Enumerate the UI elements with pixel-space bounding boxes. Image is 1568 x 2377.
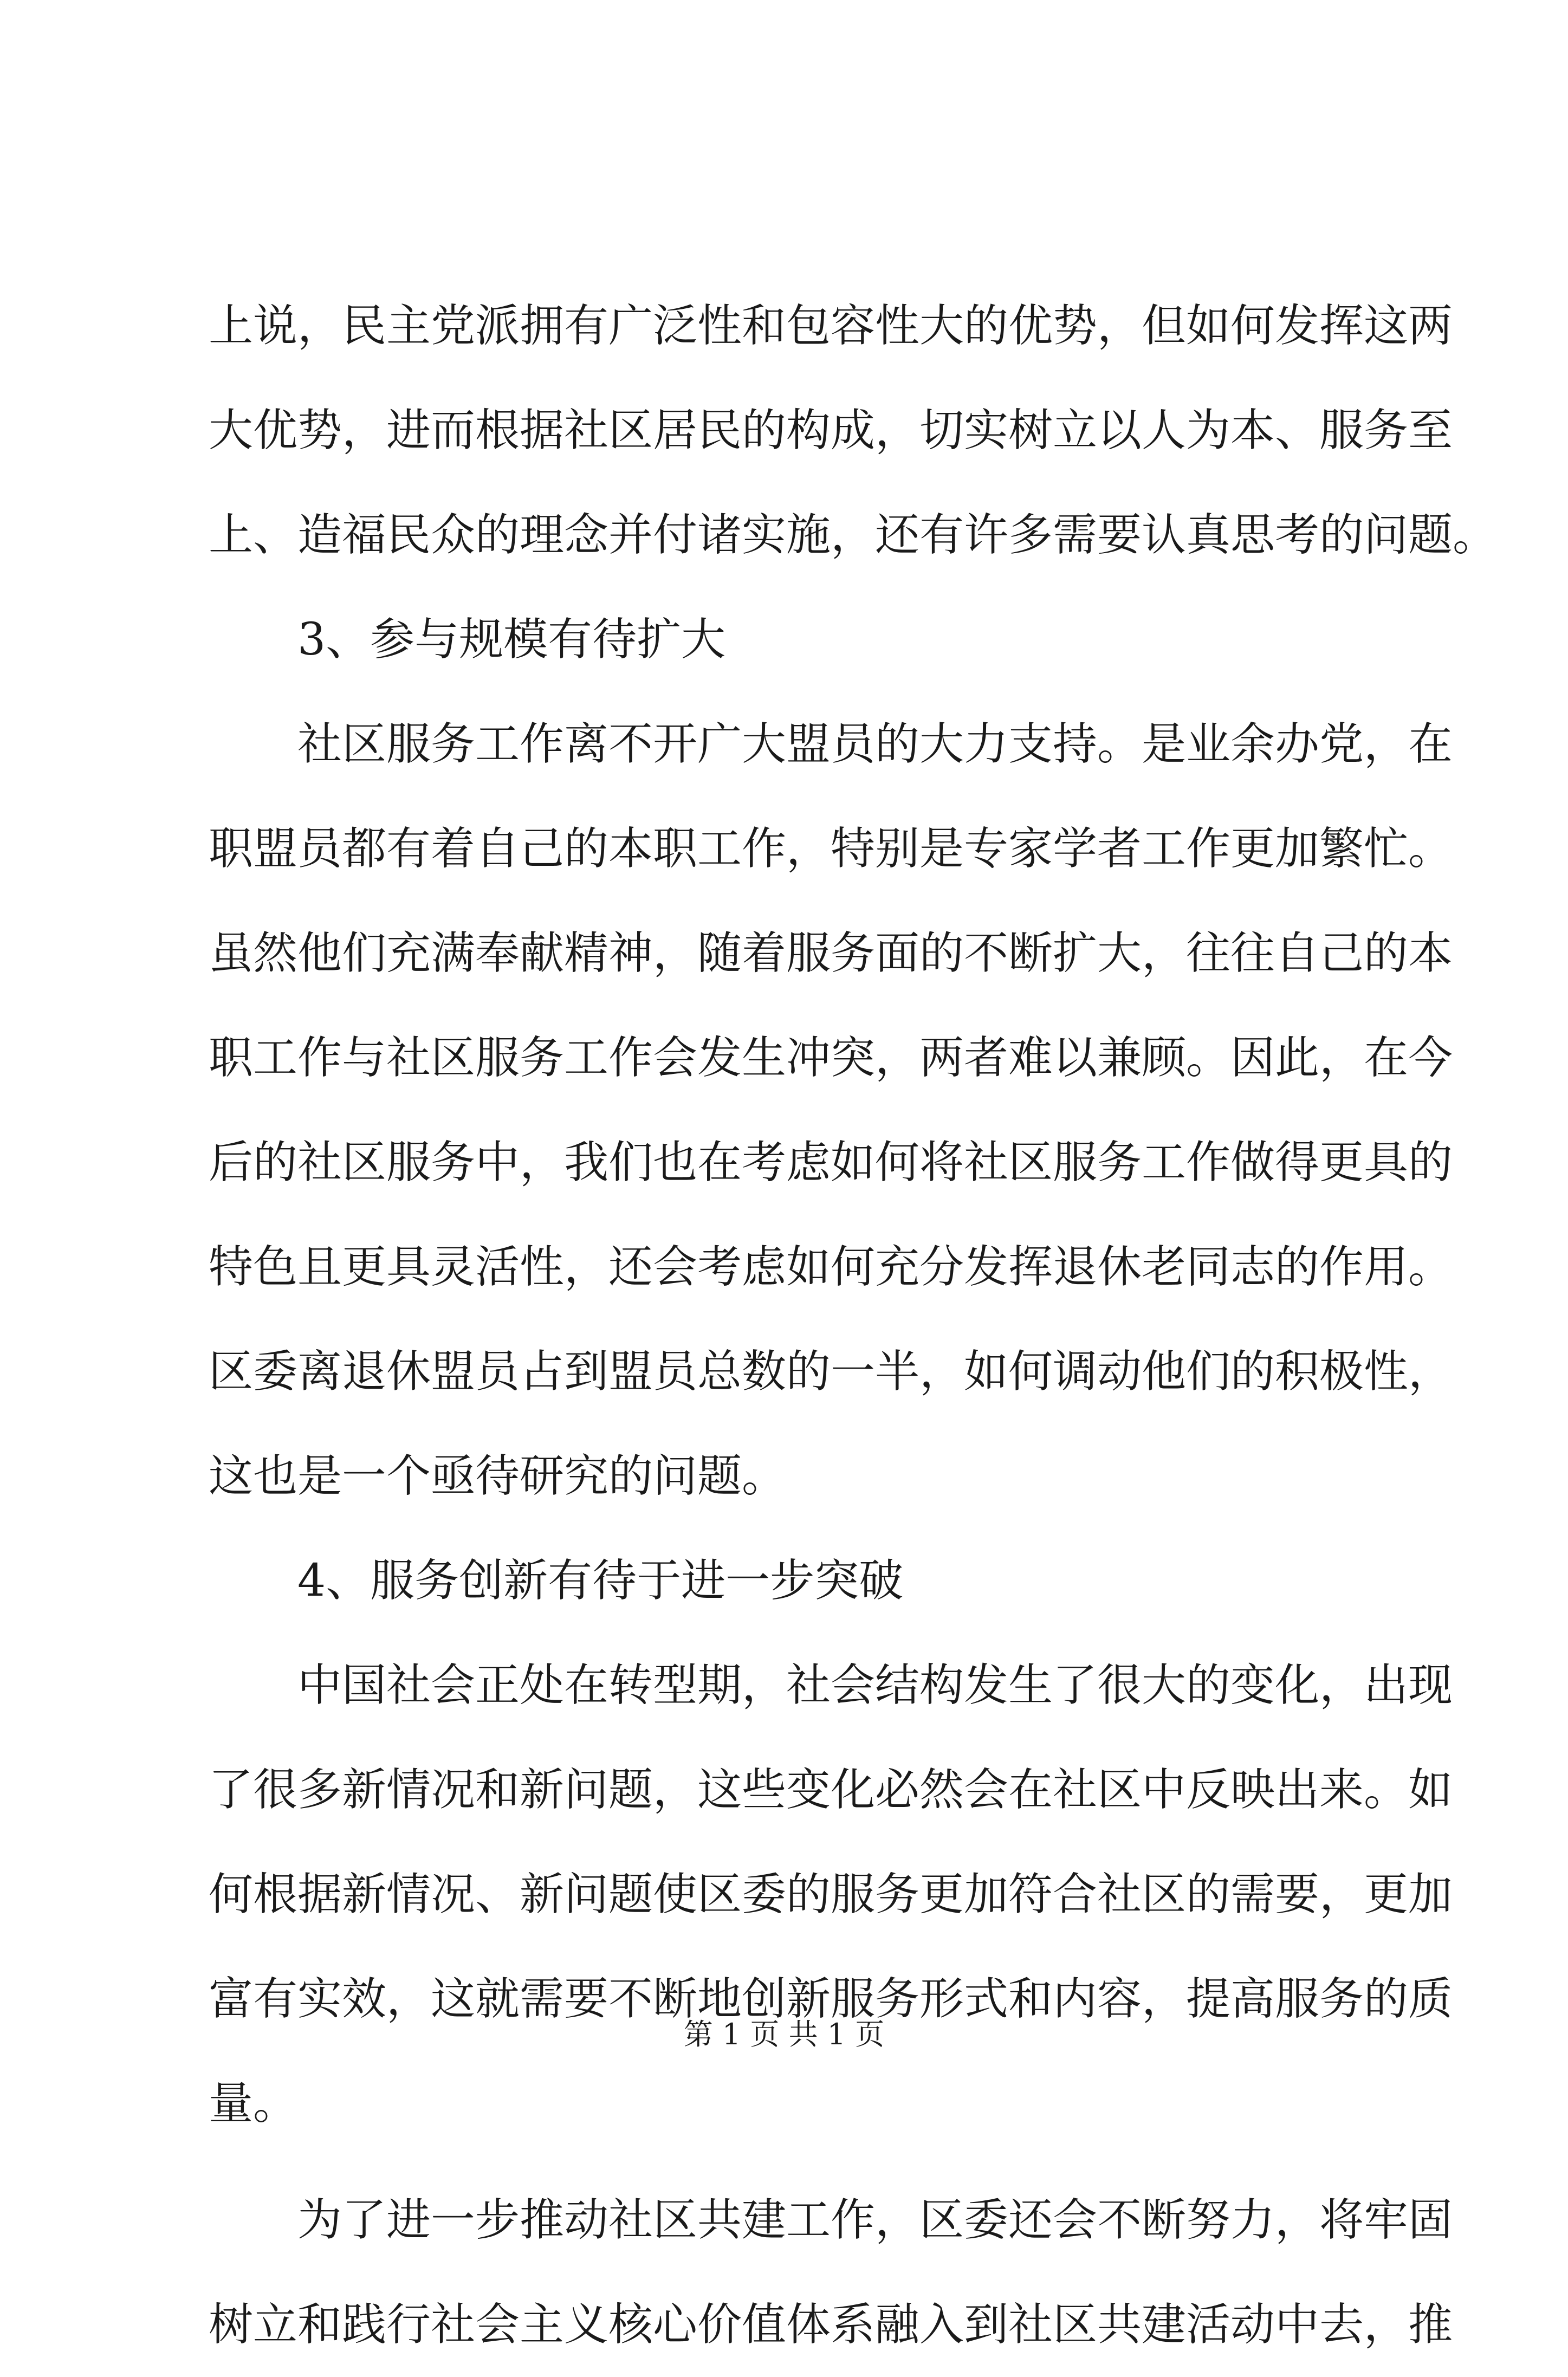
text-line: 上说，民主党派拥有广泛性和包容性大的优势，但如何发挥这两 (209, 300, 1453, 352)
text-line: 区委离退休盟员占到盟员总数的一半，如何调动他们的积极性， (209, 1346, 1453, 1397)
text-line: 了很多新情况和新问题，这些变化必然会在社区中反映出来。如 (209, 1764, 1453, 1816)
text-line: 大优势，进而根据社区居民的构成，切实树立以人为本、服务至 (209, 405, 1453, 456)
text-line: 为了进一步推动社区共建工作，区委还会不断努力，将牢固 (297, 2194, 1453, 2246)
section-heading: 3、参与规模有待扩大 (297, 614, 726, 665)
text-line: 社区服务工作离不开广大盟员的大力支持。是业余办党，在 (297, 718, 1453, 770)
text-line: 何根据新情况、新问题使区委的服务更加符合社区的需要，更加 (209, 1869, 1453, 1920)
text-line: 虽然他们充满奉献精神，随着服务面的不断扩大，往往自己的本 (209, 928, 1453, 979)
paragraph-gap (209, 2156, 1360, 2168)
text-line: 这也是一个亟待研究的问题。 (209, 1450, 787, 1502)
page-number-footer: 第 1 页 共 1 页 (683, 2017, 885, 2051)
text-line: 特色且更具灵活性，还会考虑如何充分发挥退休老同志的作用。 (209, 1241, 1453, 1293)
document-body (209, 274, 1498, 2377)
text-line: 树立和践行社会主义核心价值体系融入到社区共建活动中去，推 (209, 2299, 1453, 2350)
text-line: 职盟员都有着自己的本职工作，特别是专家学者工作更加繁忙。 (209, 823, 1453, 875)
text-line: 上、造福民众的理念并付诸实施，还有许多需要认真思考的问题。 (209, 509, 1498, 561)
section-heading: 4、服务创新有待于进一步突破 (297, 1555, 904, 1607)
text-line: 富有实效，这就需要不断地创新服务形式和内容，提高服务的质 (209, 1973, 1453, 2025)
text-line: 后的社区服务中，我们也在考虑如何将社区服务工作做得更具的 (209, 1137, 1453, 1188)
text-line: 量。 (209, 2078, 298, 2129)
text-line: 职工作与社区服务工作会发生冲突，两者难以兼顾。因此，在今 (209, 1032, 1453, 1084)
text-line: 中国社会正处在转型期，社会结构发生了很大的变化，出现 (297, 1660, 1453, 1711)
